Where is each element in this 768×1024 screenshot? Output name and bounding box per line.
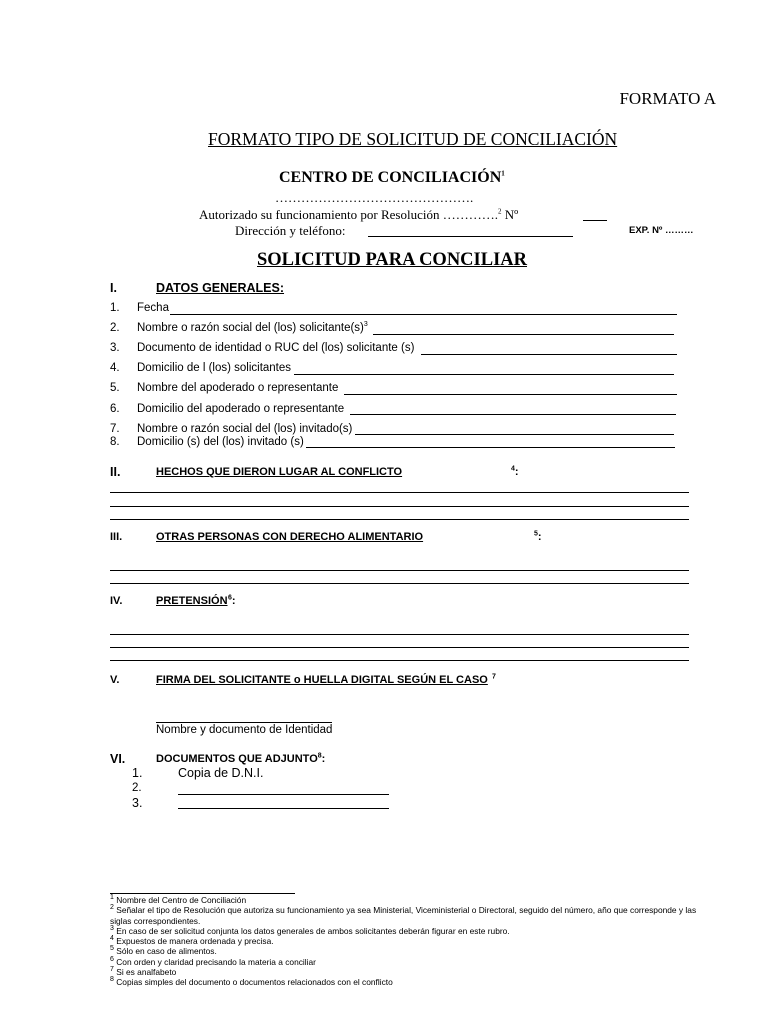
footnote-text: Expuestos de manera ordenada y precisa. — [116, 936, 274, 947]
footnote-text: Si es analfabeto — [116, 967, 177, 978]
section-number: III. — [110, 531, 123, 543]
main-title: FORMATO TIPO DE SOLICITUD DE CONCILIACIÓN — [208, 129, 618, 149]
footnote-ref: 7 — [492, 673, 496, 681]
footnote — [110, 946, 700, 956]
footnote-number: 6 — [110, 955, 114, 963]
footnote-number: 5 — [110, 945, 114, 953]
section-number: II. — [110, 465, 121, 479]
address-line[interactable] — [368, 236, 573, 237]
colon: : — [321, 753, 326, 765]
footnote-text: Con orden y claridad precisando la materia a conciliar — [116, 956, 316, 967]
footnote-ref: 3 — [363, 321, 368, 329]
colon: : — [514, 466, 519, 478]
facts-line-2[interactable] — [110, 506, 689, 507]
authorization-text: Autorizado su funcionamiento por Resolución …………. — [199, 207, 498, 222]
document-text: Copia de D.N.I. — [178, 766, 264, 780]
section-title-text: DOCUMENTOS QUE ADJUNTO — [156, 753, 318, 765]
footnote-ref: 4 — [511, 465, 515, 473]
field-label: Domicilio del apoderado o representante — [137, 403, 345, 415]
field-applicant-name-line[interactable] — [373, 334, 674, 335]
field-label — [137, 322, 368, 334]
field-label: Nombre del apoderado o representante — [137, 382, 339, 394]
footnote-ref: 6 — [228, 594, 232, 602]
footnote-text: Señalar el tipo de Resolución que autoriza su funcionamiento ya sea Ministerial, Viceministerial o Directoral, seguido del número, año que corresponde y las siglas correspondientes. — [110, 905, 697, 926]
field-applicant-id-line[interactable] — [421, 354, 677, 355]
field-applicant-address-line[interactable] — [294, 374, 674, 375]
footnote-ref: 2 — [497, 207, 502, 216]
footnote — [110, 936, 700, 946]
field-invitee-address-line[interactable] — [306, 447, 675, 448]
field-label-text: Nombre o razón social del (los) solicitante(s) — [137, 322, 364, 334]
field-number: 3. — [110, 342, 120, 354]
signature-line[interactable] — [156, 722, 332, 723]
field-label: Domicilio (s) del (los) invitado (s) — [137, 436, 304, 448]
footnote — [110, 926, 700, 936]
footnote-text: Sólo en caso de alimentos. — [116, 946, 217, 957]
center-title-text: CENTRO DE CONCILIACIÓN — [279, 169, 502, 186]
colon: : — [231, 595, 236, 607]
format-label: FORMATO A — [619, 89, 716, 108]
footnote-ref: 1 — [501, 169, 505, 178]
section-title: FIRMA DEL SOLICITANTE o HUELLA DIGITAL SEGÚN EL CASO — [156, 674, 488, 686]
field-number: 4. — [110, 362, 120, 374]
field-date-line[interactable] — [170, 314, 677, 315]
exp-label: EXP. Nº ……… — [629, 225, 694, 236]
request-title: SOLICITUD PARA CONCILIAR — [257, 250, 528, 270]
document-number: 3. — [132, 796, 143, 810]
field-invitee-name-line[interactable] — [355, 434, 674, 435]
other-persons-line-2[interactable] — [110, 583, 689, 584]
section-title-suffix — [228, 595, 236, 607]
document-item — [132, 782, 142, 794]
section-number: VI. — [110, 752, 126, 766]
field-number: 7. — [110, 423, 120, 435]
claim-line-2[interactable] — [110, 647, 689, 648]
section-title-suffix — [511, 466, 519, 478]
field-representative-address-line[interactable] — [350, 414, 676, 415]
section-title-suffix — [534, 531, 542, 543]
document-item — [132, 766, 264, 780]
colon: : — [537, 531, 542, 543]
resolution-number-line[interactable] — [583, 220, 607, 221]
footnote — [110, 957, 700, 967]
section-title-text: HECHOS QUE DIERON LUGAR AL CONFLICTO — [156, 466, 403, 478]
field-label: Documento de identidad o RUC del (los) solicitante (s) — [137, 342, 415, 354]
field-label: Fecha — [137, 302, 169, 314]
authorization-line — [199, 207, 518, 223]
field-number: 6. — [110, 403, 120, 415]
document-number: 2. — [132, 782, 142, 794]
document-line[interactable] — [178, 794, 389, 795]
footnote — [110, 905, 700, 926]
field-label: Nombre o razón social del (los) invitado(s) — [137, 423, 353, 435]
field-representative-name-line[interactable] — [344, 394, 677, 395]
section-title: DATOS GENERALES: — [156, 281, 285, 295]
footnote-number: 7 — [110, 966, 114, 974]
footnote-text: Copias simples del documento o documentos relacionados con el conflicto — [116, 977, 393, 988]
section-number: V. — [110, 674, 120, 686]
center-title — [279, 169, 505, 187]
claim-line-3[interactable] — [110, 660, 689, 661]
footnote — [110, 977, 700, 987]
footnote-ref: 8 — [317, 752, 322, 760]
address-label: Dirección y teléfono: — [235, 223, 346, 238]
footnote-number: 8 — [110, 976, 114, 984]
footnote — [110, 895, 700, 905]
footnote-ref: 5 — [534, 530, 538, 538]
center-dots: ………………………………………. — [275, 190, 474, 205]
footnote — [110, 967, 700, 977]
field-number: 5. — [110, 382, 120, 394]
footnote-separator — [110, 893, 295, 894]
document-item — [132, 796, 142, 810]
footnote-number: 3 — [110, 925, 114, 933]
footnote-number: 1 — [110, 894, 114, 902]
other-persons-line-1[interactable] — [110, 570, 689, 571]
section-title — [156, 753, 325, 765]
document-line[interactable] — [178, 808, 389, 809]
authorization-number-label: Nº — [501, 207, 519, 222]
document-number: 1. — [132, 766, 143, 780]
footnote-text: En caso de ser solicitud conjunta los datos generales de ambos solicitantes deberán figurar en este rubro. — [116, 925, 510, 936]
section-title: OTRAS PERSONAS CON DERECHO ALIMENTARIO — [156, 531, 424, 543]
section-number: I. — [110, 281, 117, 295]
field-number: 2. — [110, 322, 120, 334]
section-title-suffix — [492, 674, 496, 686]
signature-caption: Nombre y documento de Identidad — [156, 724, 333, 736]
footnote-number: 2 — [110, 904, 114, 912]
footnote-text: Nombre del Centro de Conciliación — [116, 895, 247, 905]
section-number: IV. — [110, 595, 123, 607]
footnote-number: 4 — [110, 935, 114, 943]
facts-line-1[interactable] — [110, 492, 689, 493]
field-label: Domicilio de l (los) solicitantes — [137, 362, 292, 374]
field-number: 8. — [110, 436, 120, 448]
section-title: PRETENSIÓN — [156, 595, 228, 607]
footnotes — [110, 895, 700, 988]
section-title — [156, 466, 402, 478]
facts-line-3[interactable] — [110, 519, 689, 520]
field-number: 1. — [110, 302, 120, 314]
claim-line-1[interactable] — [110, 634, 689, 635]
